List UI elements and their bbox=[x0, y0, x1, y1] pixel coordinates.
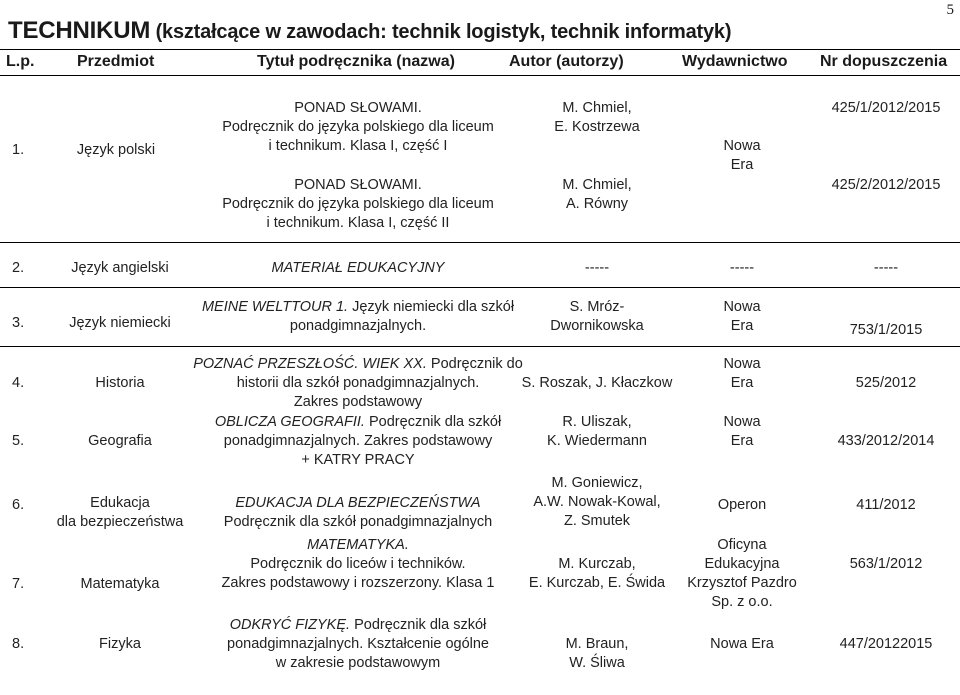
row-6-publisher: Operon bbox=[717, 497, 767, 513]
row-4-author: S. Roszak, J. Kłaczkow bbox=[521, 375, 673, 391]
row-6-title bbox=[224, 494, 492, 532]
row-3-publisher-line-2: Era bbox=[730, 318, 754, 334]
row-8-publisher: Nowa Era bbox=[710, 636, 774, 652]
row-3-publisher bbox=[723, 298, 760, 336]
row-1-book-1 bbox=[222, 99, 494, 156]
row-6-subject-line-1: Edukacja bbox=[90, 495, 150, 511]
row-7-publisher-line-1: Oficyna bbox=[717, 537, 767, 553]
row-7-author bbox=[529, 555, 665, 593]
row-separator-3 bbox=[0, 346, 960, 347]
row-1-publisher-line-1: Nowa bbox=[723, 138, 761, 154]
row-3-title-rest: Język niemiecki dla szkół bbox=[348, 299, 515, 315]
row-1-author-1 bbox=[554, 99, 639, 137]
row-1-author-1-line-1: M. Chmiel, bbox=[562, 100, 632, 116]
row-8-title-line-2: ponadgimnazjalnych. Kształcenie ogólne bbox=[227, 636, 489, 652]
row-8-author-line-1: M. Braun, bbox=[565, 636, 629, 652]
row-7-author-line-2: E. Kurczab, E. Świda bbox=[528, 575, 666, 591]
row-6-approval: 411/2012 bbox=[856, 497, 916, 513]
row-3-lp: 3. bbox=[12, 315, 25, 331]
row-3-title-line-1 bbox=[202, 298, 514, 317]
row-5-approval: 433/2012/2014 bbox=[837, 433, 935, 449]
row-2-publisher: ----- bbox=[729, 260, 755, 276]
row-4-publisher-line-1: Nowa bbox=[723, 356, 761, 372]
row-5-author-line-1: R. Uliszak, bbox=[562, 414, 632, 430]
row-3-author-line-1: S. Mróz- bbox=[569, 299, 625, 315]
document-title-main: TECHNIKUM bbox=[8, 17, 151, 44]
row-5-title-line-2: ponadgimnazjalnych. Zakres podstawowy bbox=[223, 433, 493, 449]
row-7-title bbox=[222, 536, 495, 593]
row-1-subject: Język polski bbox=[76, 142, 156, 158]
row-8-title-line-1 bbox=[227, 616, 489, 635]
row-2-approval: ----- bbox=[873, 260, 899, 276]
row-4-subject: Historia bbox=[95, 375, 145, 391]
row-1-author-1-line-2: E. Kostrzewa bbox=[554, 119, 640, 135]
page-number: 5 bbox=[946, 2, 954, 18]
row-6-subject-line-2: dla bezpieczeństwa bbox=[56, 514, 184, 530]
row-6-lp: 6. bbox=[12, 497, 25, 513]
row-1-lp: 1. bbox=[12, 142, 25, 158]
row-1-approval-1: 425/1/2012/2015 bbox=[831, 100, 941, 116]
row-5-title-rest: Podręcznik dla szkół bbox=[364, 414, 502, 430]
row-5-publisher-line-2: Era bbox=[730, 433, 754, 449]
document-title-sub: (kształcące w zawodach: technik logistyk, technik informatyk) bbox=[155, 21, 732, 43]
row-4-title-line-3: Zakres podstawowy bbox=[293, 394, 423, 410]
row-6-author bbox=[533, 474, 660, 531]
row-5-publisher bbox=[723, 413, 760, 451]
row-3-title-italic: MEINE WELTTOUR 1. bbox=[201, 299, 349, 315]
row-4-title-line-1 bbox=[193, 355, 523, 374]
row-separator-2 bbox=[0, 287, 960, 288]
row-1-approval-2: 425/2/2012/2015 bbox=[831, 177, 941, 193]
row-2-lp: 2. bbox=[12, 260, 25, 276]
row-8-author-line-2: W. Śliwa bbox=[569, 655, 625, 671]
header-author: Autor (autorzy) bbox=[509, 53, 624, 70]
row-7-publisher-line-4: Sp. z o.o. bbox=[711, 594, 773, 610]
row-7-author-line-1: M. Kurczab, bbox=[558, 556, 636, 572]
row-2-subject: Język angielski bbox=[71, 260, 169, 276]
row-7-title-line-3: Zakres podstawowy i rozszerzony. Klasa 1 bbox=[221, 575, 495, 591]
row-3-title bbox=[202, 298, 514, 336]
row-4-publisher bbox=[723, 355, 760, 393]
row-3-author-line-2: Dwornikowska bbox=[550, 318, 644, 334]
row-7-lp: 7. bbox=[12, 576, 25, 592]
row-6-title-italic: EDUKACJA DLA BEZPIECZEŃSTWA bbox=[235, 495, 481, 511]
row-6-title-line-2: Podręcznik dla szkół ponadgimnazjalnych bbox=[223, 514, 493, 530]
row-6-author-line-2: A.W. Nowak-Kowal, bbox=[533, 494, 661, 510]
header-publisher: Wydawnictwo bbox=[682, 53, 788, 70]
header-lp: L.p. bbox=[6, 53, 35, 70]
row-5-title-line-3: + KATRY PRACY bbox=[301, 452, 415, 468]
row-4-lp: 4. bbox=[12, 375, 25, 391]
row-5-author-line-2: K. Wiedermann bbox=[547, 433, 647, 449]
row-4-title-italic: POZNAĆ PRZESZŁOŚĆ. WIEK XX. bbox=[193, 356, 427, 372]
row-1-book-1-line-2: Podręcznik do języka polskiego dla liceum bbox=[222, 119, 494, 135]
row-5-lp: 5. bbox=[12, 433, 25, 449]
row-2-author: ----- bbox=[584, 260, 610, 276]
row-6-author-line-1: M. Goniewicz, bbox=[551, 475, 643, 491]
row-7-publisher-line-2: Edukacyjna bbox=[704, 556, 780, 572]
row-7-subject: Matematyka bbox=[80, 576, 160, 592]
row-7-title-italic: MATEMATYKA. bbox=[307, 537, 409, 553]
row-3-approval: 753/1/2015 bbox=[849, 322, 923, 338]
row-4-approval: 525/2012 bbox=[855, 375, 917, 391]
row-5-title-line-1 bbox=[215, 413, 501, 432]
row-8-author bbox=[566, 635, 629, 673]
header-title: Tytuł podręcznika (nazwa) bbox=[257, 53, 455, 70]
row-2-title: MATERIAŁ EDUKACYJNY bbox=[271, 260, 445, 276]
row-4-publisher-line-2: Era bbox=[730, 375, 754, 391]
row-8-subject: Fizyka bbox=[99, 636, 141, 652]
row-1-book-2-line-3: i technikum. Klasa I, część II bbox=[266, 215, 450, 231]
row-7-title-line-2: Podręcznik do liceów i techników. bbox=[250, 556, 466, 572]
row-3-publisher-line-1: Nowa bbox=[723, 299, 761, 315]
row-6-subject bbox=[57, 494, 184, 532]
row-1-author-2-line-1: M. Chmiel, bbox=[562, 177, 632, 193]
row-6-author-line-3: Z. Smutek bbox=[563, 513, 631, 529]
row-5-publisher-line-1: Nowa bbox=[723, 414, 761, 430]
table-header-row bbox=[0, 49, 960, 76]
row-3-title-line-2: ponadgimnazjalnych. bbox=[289, 318, 427, 334]
row-1-book-1-line-1: PONAD SŁOWAMI. bbox=[294, 100, 422, 116]
row-8-title-line-3: w zakresie podstawowym bbox=[275, 655, 441, 671]
row-3-author bbox=[550, 298, 643, 336]
row-8-title-rest: Podręcznik dla szkół bbox=[350, 617, 487, 633]
row-1-author-2 bbox=[562, 176, 631, 214]
row-5-subject: Geografia bbox=[88, 433, 152, 449]
row-7-publisher bbox=[687, 536, 797, 612]
row-7-approval: 563/1/2012 bbox=[849, 556, 923, 572]
row-4-title-line-2: historii dla szkół ponadgimnazjalnych. bbox=[236, 375, 480, 391]
row-1-author-2-line-2: A. Równy bbox=[565, 196, 629, 212]
header-approval: Nr dopuszczenia bbox=[820, 53, 948, 70]
row-8-title-italic: ODKRYĆ FIZYKĘ. bbox=[229, 617, 351, 633]
document-title bbox=[8, 18, 928, 45]
row-3-subject: Język niemiecki bbox=[69, 315, 171, 331]
row-4-title-rest: Podręcznik do bbox=[426, 356, 523, 372]
row-1-book-2 bbox=[222, 176, 494, 233]
row-7-publisher-line-3: Krzysztof Pazdro bbox=[687, 575, 797, 591]
row-4-title bbox=[193, 355, 523, 412]
row-1-book-1-line-3: i technikum. Klasa I, część I bbox=[268, 138, 448, 154]
header-subject: Przedmiot bbox=[77, 53, 155, 70]
row-8-title bbox=[227, 616, 489, 673]
row-5-title-italic: OBLICZA GEOGRAFII. bbox=[214, 414, 365, 430]
row-1-publisher bbox=[723, 137, 760, 175]
row-5-author bbox=[547, 413, 647, 451]
row-separator-1 bbox=[0, 242, 960, 243]
row-5-title bbox=[215, 413, 501, 470]
row-8-approval: 447/20122015 bbox=[839, 636, 933, 652]
row-1-publisher-line-2: Era bbox=[730, 157, 754, 173]
row-1-book-2-line-1: PONAD SŁOWAMI. bbox=[294, 177, 422, 193]
row-8-lp: 8. bbox=[12, 636, 25, 652]
row-1-book-2-line-2: Podręcznik do języka polskiego dla liceum bbox=[222, 196, 494, 212]
